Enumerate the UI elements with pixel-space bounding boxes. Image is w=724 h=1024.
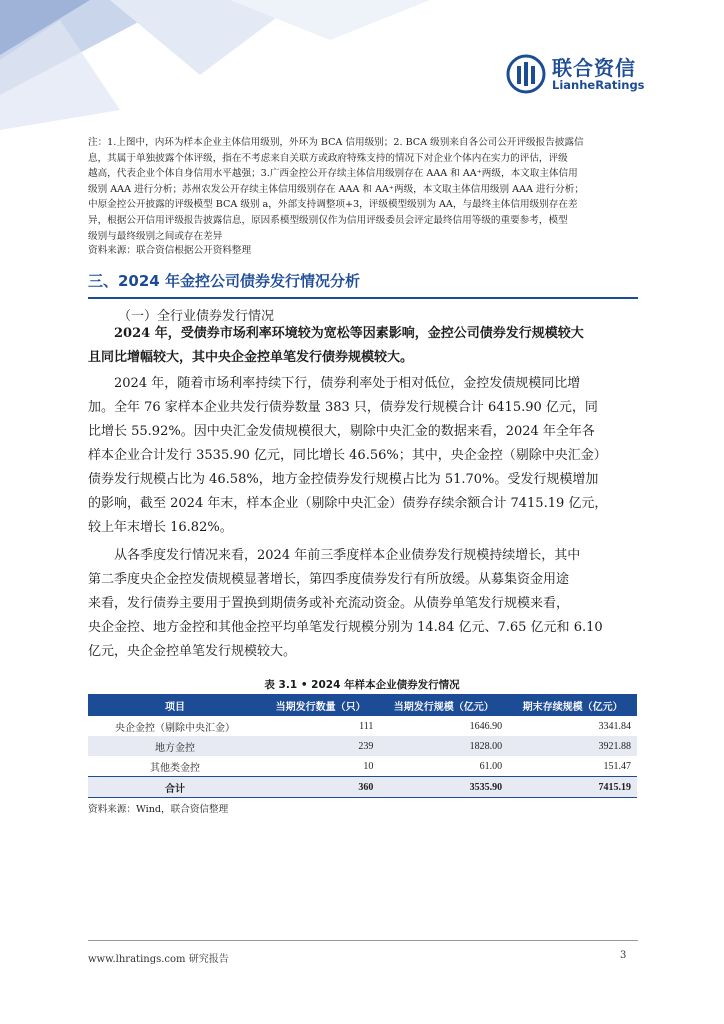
table-cell: 央企金控（剔除中央汇金）	[115, 722, 235, 734]
paragraph-line: 的影响，截至 2024 年末，样本企业（剔除中央汇金）债券存续余额合计 7415.19 亿元，	[88, 496, 608, 511]
bond-issuance-table	[88, 694, 637, 798]
paragraph-line: 债券发行规模占比为 46.58%，地方金控债券发行规模占比为 51.70%。受发行规模增加	[88, 472, 599, 487]
company-logo	[506, 50, 656, 98]
table-cell: 61.00	[479, 760, 503, 772]
paragraph-line: 亿元，央企金控单笔发行规模较大。	[88, 644, 297, 659]
logo-mark-icon	[506, 54, 546, 94]
table-row	[88, 716, 637, 736]
table-cell: 151.47	[603, 760, 631, 772]
table-header-row	[88, 694, 637, 716]
table-cell: 10	[363, 760, 374, 772]
page-number: 3	[620, 950, 627, 961]
table-cell: 111	[359, 720, 374, 732]
note-line: 级别 AAA 进行分析；苏州农发公开存续主体信用级别存在 AAA 和 AA⁺两级，本文取主体信用级别 AAA 进行分析；	[88, 183, 584, 195]
table-cell: 合计	[88, 777, 262, 798]
table-cell: 地方金控	[88, 736, 262, 756]
section-title: 三、2024 年金控公司债券发行情况分析	[88, 272, 360, 290]
table-cell: 其他类金控	[150, 762, 200, 774]
note-line: 越高，代表企业个体自身信用水平越强；3.广西金控公开存续主体信用级别存在 AAA 和 AA⁺两级，本文取主体信用	[88, 168, 578, 180]
lead-line: 且同比增幅较大，其中央企金控单笔发行债券规模较大。	[88, 350, 414, 365]
body-paragraph-1	[88, 372, 640, 540]
note-line: 异，根据公开信用评级报告披露信息，原因系模型级别仅作为信用评级委员会评定最终信用等级的重要参考，模型	[88, 214, 568, 226]
footer-divider	[88, 940, 638, 941]
paragraph-line: 加。全年 76 家样本企业共发行债券数量 383 只，债券发行规模合计 6415.90 亿元，同	[88, 400, 598, 415]
table-cell: 3921.88	[508, 736, 637, 756]
table-cell: 7415.19	[508, 777, 637, 798]
table-cell: 239	[262, 736, 379, 756]
table-cell: 3535.90	[379, 777, 508, 798]
paragraph-line: 2024 年，随着市场利率持续下行，债券利率处于相对低位，金控发债规模同比增	[114, 376, 581, 391]
table-cell: 1828.00	[379, 736, 508, 756]
table-header-cell: 期末存续规模（亿元）	[508, 694, 637, 716]
paragraph-line: 比增长 55.92%。因中央汇金发债规模很大，剔除中央汇金的数据来看，2024 年全年各	[88, 424, 595, 439]
table-cell: 1646.90	[469, 720, 503, 732]
paragraph-line: 第二季度央企金控发债规模显著增长，第四季度债券发行有所放缓。从募集资金用途	[88, 572, 570, 587]
table-header-cell: 当期发行数量（只）	[262, 694, 379, 716]
table-title: 表 3.1 • 2024 年样本企业债券发行情况	[264, 679, 460, 691]
note-line: 注：1.上图中，内环为样本企业主体信用级别，外环为 BCA 信用级别；2. BCA 级别来自各公司公开评级报告披露信	[88, 137, 584, 148]
figure-source: 资料来源：联合资信根据公开资料整理	[88, 245, 252, 256]
table-source: 资料来源：Wind，联合资信整理	[88, 804, 229, 815]
paragraph-line: 来看，发行债券主要用于置换到期债务或补充流动资金。从债券单笔发行规模来看，	[88, 596, 570, 611]
subsection-title: （一）全行业债券发行情况	[118, 309, 275, 324]
section-divider	[88, 297, 638, 299]
footer-site-link[interactable]: www.lhratings.com 研究报告	[88, 954, 229, 965]
table-header-cell: 项目	[88, 694, 262, 716]
table-header-cell: 当期发行规模（亿元）	[379, 694, 508, 716]
logo-name-cn: 联合资信	[552, 56, 636, 80]
table-row	[88, 756, 637, 777]
note-line: 中原金控公开披露的评级模型 BCA 级别 a，外部支持调整项+3，评级模型级别为 AA，与最终主体信用级别存在差	[88, 199, 578, 211]
paragraph-line: 样本企业合计发行 3535.90 亿元，同比增长 46.56%；其中，央企金控（剔除中央汇金）	[88, 448, 607, 463]
lead-line: 2024 年，受债券市场利率环境较为宽松等因素影响，金控公司债券发行规模较大	[114, 326, 584, 341]
table-cell: 3341.84	[598, 720, 631, 732]
paragraph-line: 央企金控、地方金控和其他金控平均单笔发行规模分别为 14.84 亿元、7.65 亿元和 6.10	[88, 620, 603, 635]
paragraph-line: 较上年末增长 16.82%。	[88, 520, 233, 535]
body-paragraph-2	[88, 544, 640, 664]
note-line: 级别与最终级别之间或存在差异	[88, 230, 223, 242]
lead-paragraph	[88, 322, 640, 370]
paragraph-line: 从各季度发行情况来看，2024 年前三季度样本企业债券发行规模持续增长，其中	[114, 548, 581, 563]
note-line: 息，其属于单独披露个体评级，指在不考虑来自关联方或政府特殊支持的情况下对企业个体内在实力的评估，评级	[88, 152, 568, 164]
table-total-row	[88, 777, 637, 798]
logo-name-en: LianheRatings	[552, 78, 645, 92]
table-cell: 360	[262, 777, 379, 798]
figure-notes	[88, 135, 640, 244]
table-row	[88, 736, 637, 756]
